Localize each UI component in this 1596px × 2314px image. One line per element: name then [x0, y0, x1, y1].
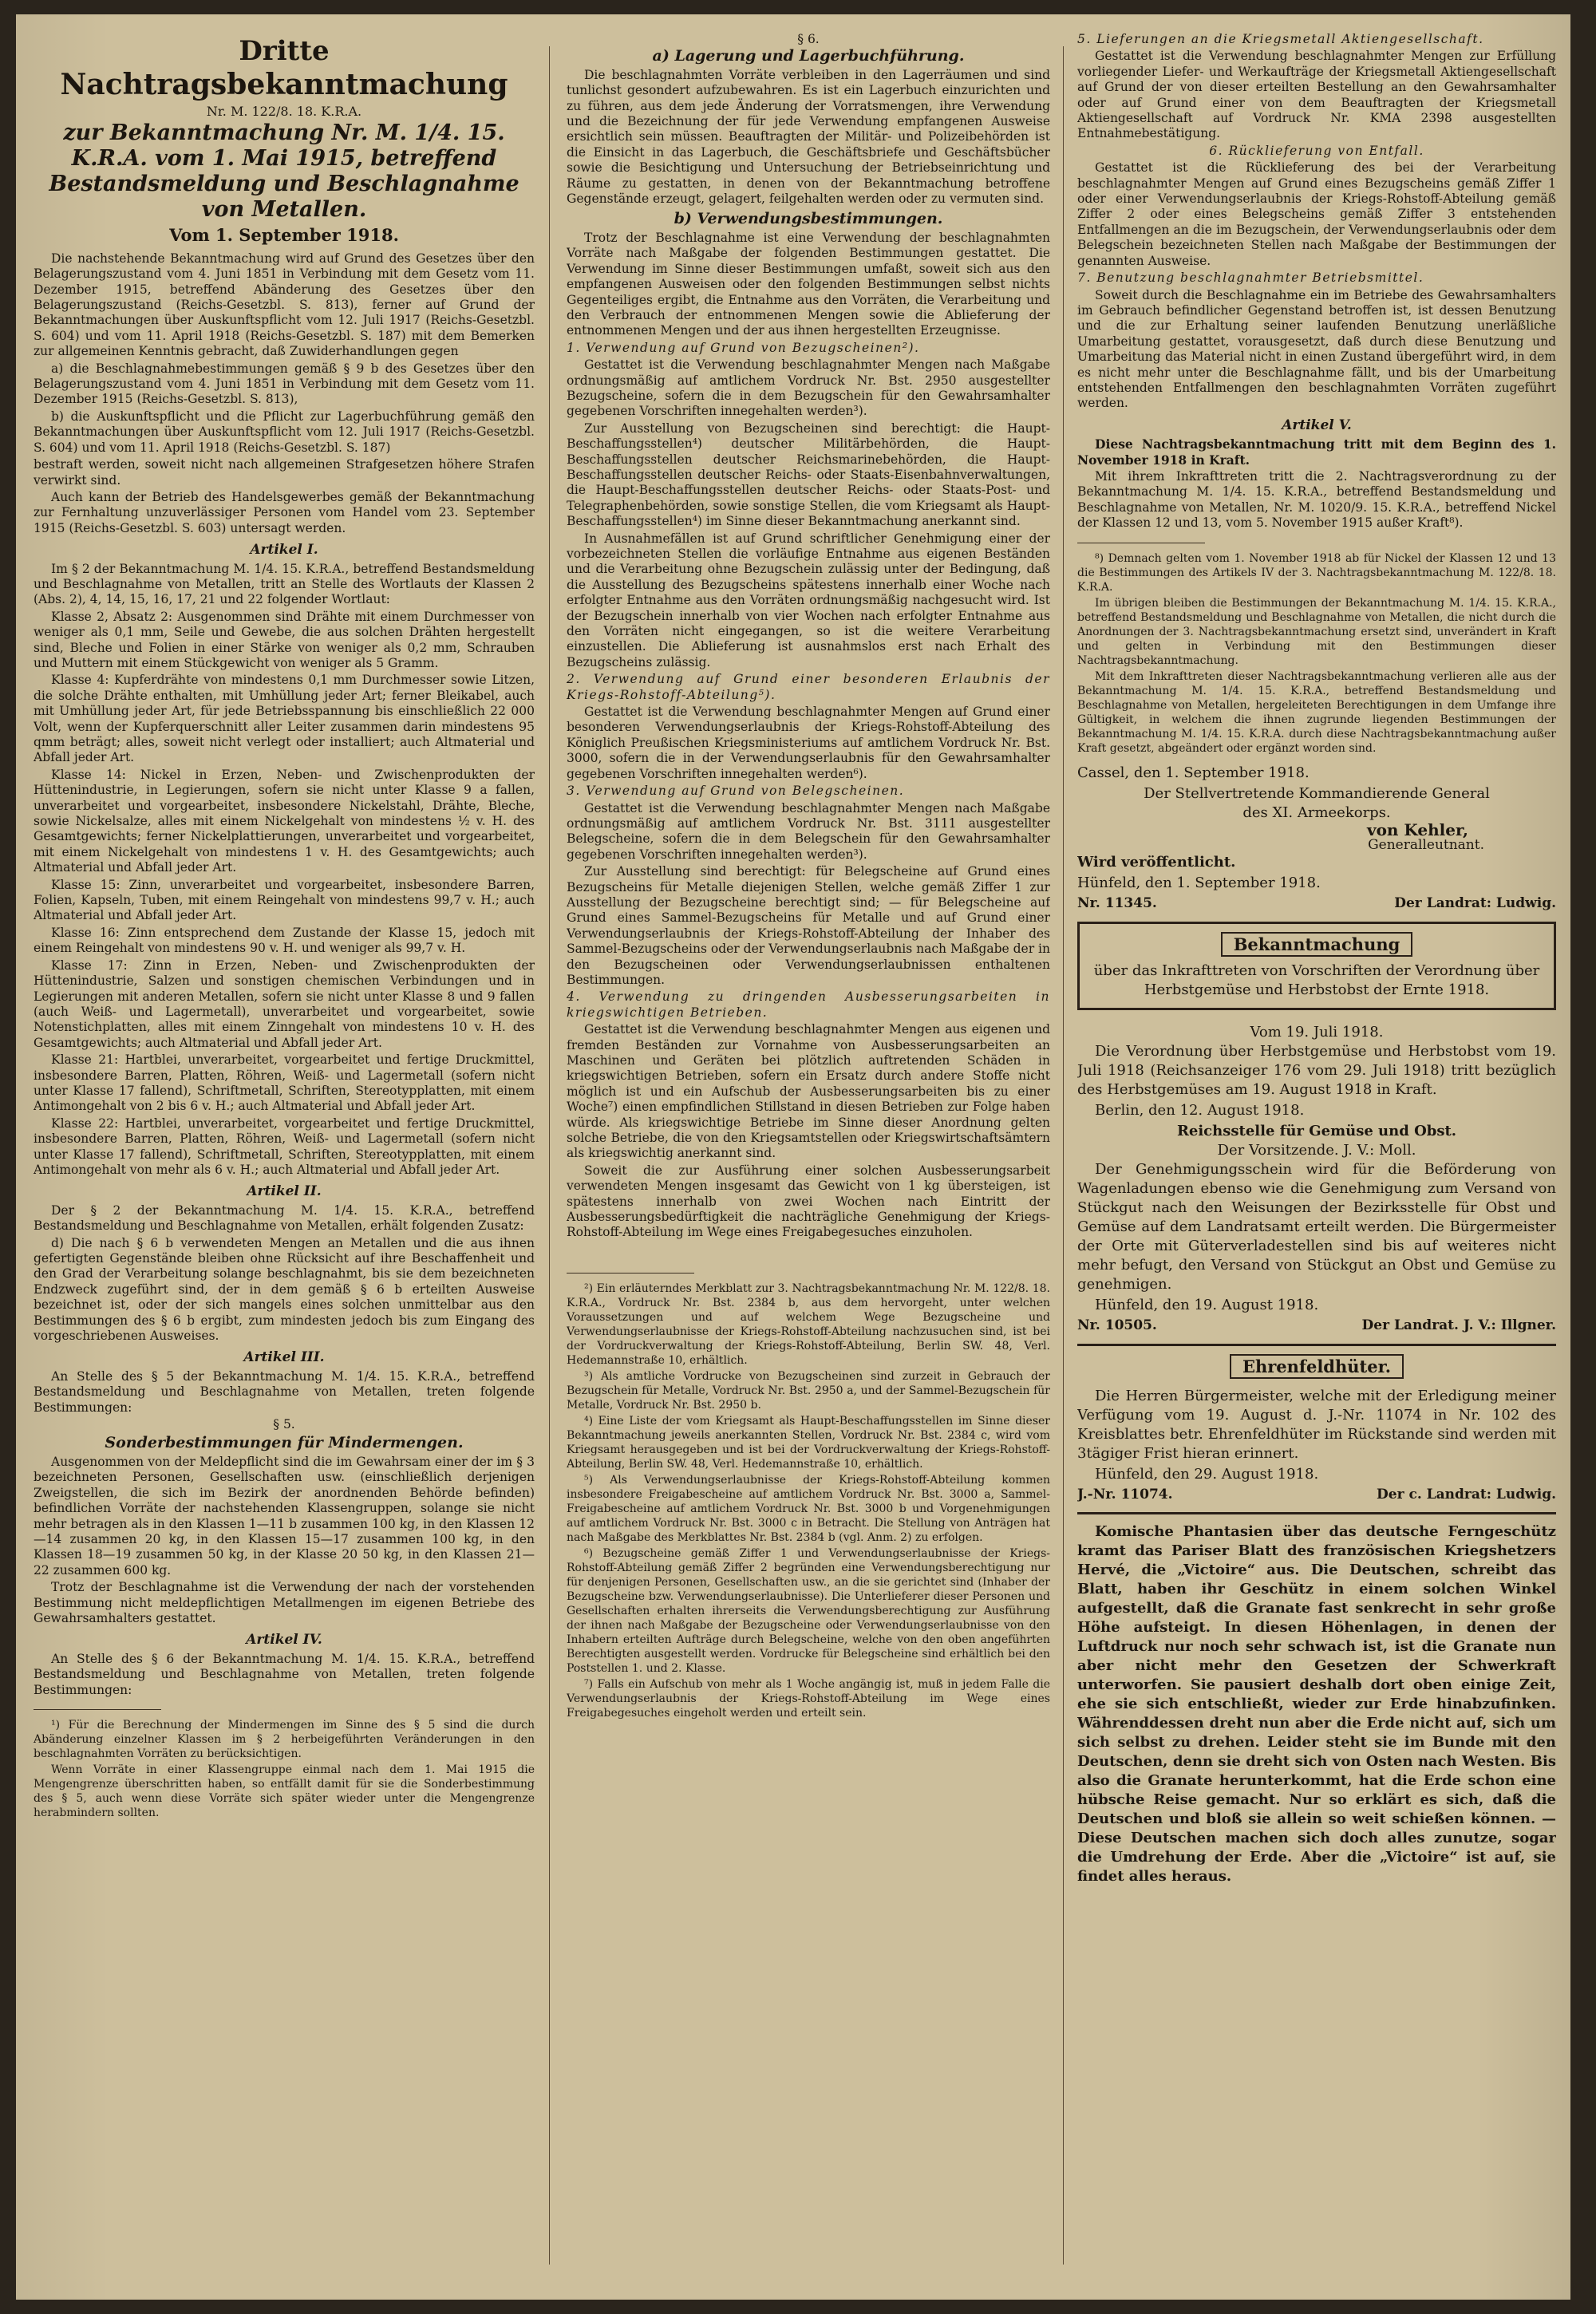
article-heading: Artikel V. — [1282, 417, 1352, 433]
article-heading: Artikel I. — [250, 542, 318, 559]
landrat-signature: Der Landrat: Ludwig. — [1394, 895, 1556, 912]
intro-paragraph: Die nachstehende Bekanntmachung wird auf Grund des Gesetzes über den Belagerungszustand vom 4. Juni 1851 in Verbindung mit dem Gesetz vom 11. Dezember 1915, betreffend Abänderung des Gesetzes über den Belagerungszustand (Reichs-Gesetzbl. S. 813), ferner auf Grund der Bekanntmachungen über Auskunftspflicht vom 12. Juli 1917 (Reichs-Gesetzbl. S. 604) und vom 11. April 1918 (Reichs-Gesetzbl. S. 187) mit dem Bemerken zur allgemeinen Kenntnis gebracht, daß Zuwiderhandlungen gegen — [34, 251, 535, 359]
signer-rank: Generalleutnant. — [1368, 837, 1484, 853]
section-text: Diese Nachtragsbekanntmachung tritt mit dem Beginn des 1. November 1918 in Kraft. — [1077, 436, 1556, 468]
article-text: Der § 2 der Bekanntmachung M. 1/4. 15. K.R.A., betreffend Bestandsmeldung und Beschlagnahme von Metallen, erhält folgenden Zusatz: — [34, 1202, 535, 1234]
section-text: Mit ihrem Inkrafttreten tritt die 2. Nachtragsverordnung zu der Bekanntmachung M. 1/4. 15. K.R.A., betreffend Bestandsmeldung und Beschlagnahme von Metallen, Nr. M. 1020/9. 15. K.R.A., betreffend Nickel der Klassen 12 und 13, vom 5. November 1915 außer Kraft⁸). — [1077, 468, 1556, 531]
decree-date: Vom 1. September 1918. — [169, 225, 399, 246]
decree-subtitle: zur Bekanntmachung Nr. M. 1/4. 15. K.R.A. vom 1. Mai 1915, betreffend Bestandsmeldung und Beschlagnahme von Metallen. — [49, 120, 519, 223]
article-text: An Stelle des § 6 der Bekanntmachung M. 1/4. 15. K.R.A., betreffend Bestandsmeldung und Beschlagnahme von Metallen, treten folgende Bestimmungen: — [34, 1651, 535, 1697]
article-text: Trotz der Beschlagnahme ist die Verwendung der nach der vorstehenden Bestimmung nicht meldepflichtigen Metallmengen im eigenen Betriebe des Gewahrsamhalters gestattet. — [34, 1580, 535, 1625]
section-text: Gestattet ist die Verwendung beschlagnahmter Mengen nach Maßgabe ordnungsmäßig auf amtlichem Vordruck Nr. Bst. 2950 ausgestellter Bezugscheine, sofern die in dem Bezugschein für den Gewahrsamhalter gegebenen Vorschriften innegehalten werden³). — [567, 357, 1050, 419]
article-heading: Artikel II. — [247, 1183, 322, 1200]
footnote: ⁶) Bezugscheine gemäß Ziffer 1 und Verwendungserlaubnisse der Kriegs-Rohstoff-Abteilung gemäß Ziffer 2 begründen eine Verwendungsberechtigung nur für denjenigen Personen, Gesellschaften usw., an die sie gerichtet sind (Inhaber der Bezugscheine bzw. Verwendungserlaubnisse). Die Unterlieferer dieser Personen und Gesellschaften erhalten ihrerseits die Verwendungsberechtigung zur Ausführung der ihnen nach Maßgabe der Bezugscheine oder Verwendungserlaubnisse von den Inhabern erteilten Aufträge durch Belegscheine, welche von den oben angeführten Berechtigten ausgestellt werden. Vordrucke für Belegscheine sind erhältlich bei den Poststellen 1. und 2. Klasse. — [567, 1546, 1050, 1675]
signer-name: von Kehler, — [1366, 819, 1468, 839]
place-date: Hünfeld, den 19. August 1918. — [1095, 1297, 1319, 1314]
section-text: Soweit durch die Beschlagnahme ein im Betriebe des Gewahrsamhalters im Gebrauch befindlicher Gegenstand betroffen ist, ist dessen Benutzung und die zur Erhaltung seiner laufenden Benutzung unerläßliche Umarbeitung gestattet, vorausgesetzt, daß durch diese Benutzung und Umarbeitung das Material nicht in einen Zustand übergeführt wird, in dem es nicht mehr unter die Beschlagnahme fällt, und bis der Umarbeitung entstehenden Entfallmengen den beschlagnahmten Vorräten zugeführt werden. — [1077, 287, 1556, 411]
footnote: Mit dem Inkrafttreten dieser Nachtragsbekanntmachung verlieren alle aus der Bekanntmachung M. 1/4. 15. K.R.A., betreffend Bestandsmeldung und Beschlagnahme von Metallen, hergeleiteten Berechtigungen in dem Umfange ihre Gültigkeit, in welchem die ihnen zugrunde liegenden Bestimmungen der Bekanntmachung M. 1/4. 15. K.R.A. durch diese Nachtragsbekanntmachung außer Kraft gesetzt, abgeändert oder ergänzt worden sind. — [1077, 669, 1556, 755]
place-date: Hünfeld, den 29. August 1918. — [1095, 1466, 1319, 1483]
section-text: In Ausnahmefällen ist auf Grund schriftlicher Genehmigung einer der vorbezeichneten Stellen die vorläufige Entnahme aus eigenen Beständen und die Verarbeitung ohne Bezugschein zulässig unter der Bedingung, daß die Ausstellung des Bezugscheins spätestens innerhalb einer Woche nach erfolgter Entnahme aus den Vorräten ordnungsmäßig nachgesucht wird. Ist der Bezugschein innerhalb von vier Wochen nach erfolgter Entnahme aus den Vorräten nicht eingegangen, so ist die weitere Verarbeitung einzustellen. Die Ablieferung ist ausnahmslos erst nach Erhalt des Bezugscheins zulässig. — [567, 531, 1050, 669]
signature-line — [1077, 896, 1556, 911]
landrat-signature: Der Landrat. J. V.: Illgner. — [1361, 1317, 1556, 1334]
notice-text: Der Genehmigungsschein wird für die Beförderung von Wagenladungen ebenso wie die Genehmigung zum Versand von Stückgut nach den Weisungen der Bezirksstelle für Obst und Gemüse auf dem Landratsamt erteilt werden. Die Bürgermeister der Orte mit Güterverladestellen sind bis auf weiteres nicht mehr befugt, den Versand von Stückgut an Obst und Gemüse zu genehmigen. — [1077, 1161, 1556, 1293]
list-item-b: b) die Auskunftspflicht und die Pflicht zur Lagerbuchführung gemäß den Bekanntmachungen über Auskunftspflicht vom 12. Juli 1917 (Reichs-Gesetzbl. S. 604) und vom 11. April 1918 (Reichs-Gesetzbl. S. 187) — [34, 409, 535, 455]
footnote: ⁴) Eine Liste der vom Kriegsamt als Haupt-Beschaffungsstellen im Sinne dieser Bekanntmachung jeweils anerkannten Stellen, Vordruck Nr. Bst. 2384 c, wird vom Kriegsamt herausgegeben und ist bei der Vordruckverwaltung der Kriegs-Rohstoff-Abteilung, Berlin SW. 48, Verl. Hedemannstraße 10, erhältlich. — [567, 1414, 1050, 1471]
subsection-heading: 5. Lieferungen an die Kriegsmetall Aktiengesellschaft. — [1077, 32, 1484, 46]
section-mark: § 5. — [273, 1417, 295, 1432]
subsection-heading: 7. Benutzung beschlagnahmter Betriebsmittel. — [1077, 270, 1424, 286]
class-paragraph: Klasse 21: Hartblei, unverarbeitet, vorgearbeitet und fertige Druckmittel, insbesondere Barren, Platten, Röhren, Weiß- und Lagermetall (sofern nicht unter Klasse 17 fallend), Schriftmetall, Schriften, Stereotypplatten, mit einem Antimongehalt von 2 bis 6 v. H.; auch Altmaterial und Abfall jeder Art. — [34, 1052, 535, 1114]
footnote: ⁷) Falls ein Aufschub von mehr als 1 Woche angängig ist, muß in jedem Falle die Verwendungserlaubnis der Kriegs-Rohstoff-Abteilung im Wege eines Freigabegesuches eingeholt werden und erteilt sein. — [567, 1677, 1050, 1720]
footnote-divider — [34, 1709, 161, 1710]
subsection-heading: 2. Verwendung auf Grund einer besonderen Erlaubnis der Kriegs-Rohstoff-Abteilung⁵). — [567, 672, 1050, 702]
signature-line — [1077, 1318, 1556, 1333]
place-date: Berlin, den 12. August 1918. — [1095, 1102, 1305, 1119]
section-text: Gestattet ist die Verwendung beschlagnahmter Mengen nach Maßgabe ordnungsmäßig auf amtlichem Vordruck Nr. Bst. 3111 ausgestellter Belegscheine, sofern die in dem Belegschein für den Gewahrsamhalter gegebenen Vorschriften innegehalten werden³). — [567, 800, 1050, 862]
reference-number: Nr. 10505. — [1077, 1317, 1157, 1334]
article-text: Ausgenommen von der Meldepflicht sind die im Gewahrsam einer der im § 3 bezeichneten Personen, Gesellschaften usw. (einschließlich derjenigen Zweigstellen, die sich im Bezirk der anordnenden Behörde befinden) befindlichen Vorräte der nachstehenden Klassengruppen, solange sie nicht mehr betragen als in den Klassen 1—11 b zusammen 100 kg, in den Klassen 12—14 zusammen 20 kg, in den Klassen 15—17 zusammen 100 kg, in den Klassen 18—19 zusammen 50 kg, in der Klasse 20 50 kg, in den Klassen 21—22 zusammen 600 kg. — [34, 1454, 535, 1578]
notice-subtitle: über das Inkrafttreten von Vorschriften der Verordnung über Herbstgemüse und Herbstobst der Ernte 1918. — [1093, 962, 1540, 999]
section-text: Gestattet ist die Verwendung beschlagnahmter Mengen zur Erfüllung vorliegender Liefer- und Werkaufträge der Kriegsmetall Aktiengesellschaft auf Grund der von dieser erteilten Bestellung an den Gewahrsamhalter oder auf Grund einer von dem Beauftragten der Kriegsmetall Aktiengesellschaft auf Vordruck Nr. KMA 2398 ausgestellten Entnahmebestätigung. — [1077, 49, 1556, 141]
section-mark: § 6. — [797, 32, 820, 46]
notice-text: Die Herren Bürgermeister, welche mit der Erledigung meiner Verfügung vom 19. August d. J.-Nr. 11074 in Nr. 102 des Kreisblattes betr. Ehrenfeldhüter im Rückstande sind werden mit 3tägiger Frist hieran erinnert. — [1077, 1388, 1556, 1463]
story-paragraph: Komische Phantasien über das deutsche Ferngeschütz kramt das Pariser Blatt des französischen Kriegshetzers Hervé, die „Victoire“ aus. Die Deutschen, schreibt das Blatt, haben ihr Geschütz in einem solchen Winkel aufgestellt, daß die Granate fast senkrecht in sehr große Höhe aufsteigt. In diesen Höhenlagen, in denen der Luftdruck nur noch sehr schwach ist, ist die Granate nun aber nicht mehr den Gesetzen der Schwerkraft unterworfen. Sie pausiert deshalb dort oben einige Zeit, ehe sie sich entschließt, wieder zur Erde hinabzufinken. Währenddessen dreht nun aber die Erde nicht auf, sich um sich selbst zu drehen. Leider steht sie im Bunde mit den Deutschen, denn sie dreht sich von Osten nach Westen. Bis also die Granate herunterkommt, hat die Erde schon eine hübsche Reise gemacht. Nur so erklärt es sich, daß die Deutschen und bloß sie allein so weit schießen können. — Diese Deutschen machen sich doch alles zunutze, sogar die Umdrehung der Erde. Aber die „Victoire“ ist auf, sie findet alles heraus. — [1077, 1523, 1556, 1886]
place-date: Hünfeld, den 1. September 1918. — [1077, 875, 1321, 892]
list-item-a: a) die Beschlagnahmebestimmungen gemäß § 9 b des Gesetzes über den Belagerungszustand vom 4. Juni 1851 in Verbindung mit dem Gesetz vom 11. Dezember 1915 (Reichs-Gesetzbl. S. 813), — [34, 361, 535, 407]
class-paragraph: Klasse 16: Zinn entsprechend dem Zustande der Klasse 15, jedoch mit einem Reingehalt von mindestens 90 v. H. und weniger als 99,7 v. H. — [34, 925, 535, 956]
notice-date: Vom 19. Juli 1918. — [1250, 1024, 1384, 1041]
article-text: d) Die nach § 6 b verwendeten Mengen an Metallen und die aus ihnen gefertigten Gegenstände bleiben ohne Rücksicht auf ihre Beschaffenheit und den Grad der Verarbeitung solange beschlagnahmt, bis sie dem bezeichneten Endzweck zugeführt sind, der in dem gemäß § 6 b erteilten Ausweise bezeichnet ist, oder der sich mangels eines solchen unmittelbar aus den Bestimmungen des § 6 b ergibt, zum mindesten jedoch bis zum Eingang des vorgeschriebenen Ausweises. — [34, 1235, 535, 1344]
section-text: Soweit die zur Ausführung einer solchen Ausbesserungsarbeit verwendeten Mengen insgesamt das Gewicht von 1 kg übersteigen, ist spätestens innerhalb von zwei Wochen nach Eintritt der Ausbesserungsbedürftigkeit die nachträgliche Genehmigung der Kriegs-Rohstoff-Abteilung im Wege eines Freigabegesuches einzuholen. — [567, 1163, 1050, 1240]
section-text: Trotz der Beschlagnahme ist eine Verwendung der beschlagnahmten Vorräte nach Maßgabe der folgenden Bestimmungen gestattet. Die Verwendung im Sinne dieser Bestimmungen umfaßt, soweit sich aus den empfangenen Ausweisen oder den folgenden Bestimmungen selbst nichts Gegenteiliges ergibt, die Entnahme aus den Vorräten, die Verarbeitung und den Verbrauch der entnommenen Mengen sowie die Ablieferung der entnommenen Mengen und der aus ihnen hergestellten Erzeugnisse. — [567, 230, 1050, 338]
signature-line — [1077, 1487, 1556, 1503]
section-text: Gestattet ist die Verwendung beschlagnahmter Mengen auf Grund einer besonderen Verwendungserlaubnis der Kriegs-Rohstoff-Abteilung des Königlich Preußischen Kriegsministeriums auf amtlichem Vordruck Nr. Bst. 3000, sofern die in der Verwendungserlaubnis für den Gewahrsamhalter gegebenen Vorschriften innegehalten werden⁶). — [567, 705, 1050, 781]
column-2 — [567, 32, 1050, 2274]
footnote: ¹) Für die Berechnung der Mindermengen im Sinne des § 5 sind die durch Abänderung einzelner Klassen im § 2 herbeigeführten Veränderungen in den beschlagnahmten Vorräten zu berücksichtigen. — [34, 1718, 535, 1760]
section-heading: b) Verwendungsbestimmungen. — [674, 210, 943, 228]
notice-title: Bekanntmachung — [1221, 932, 1413, 957]
section-text: Gestattet ist die Rücklieferung des bei der Verarbeitung beschlagnahmter Mengen auf Grund eines Bezugscheins gemäß Ziffer 1 oder einer Verwendungserlaubnis der Kriegs-Rohstoff-Abteilung gemäß Ziffer 2 oder eines Belegscheins gemäß Ziffer 3 entstehenden Entfallmengen an die im Bezugschein, der Verwendungserlaubnis oder dem Belegschein bezeichneten Stellen nach Maßgabe der Bestimmungen der genannten Ausweise. — [1077, 160, 1556, 268]
notice-box — [1077, 922, 1556, 1010]
notice-text: Die Verordnung über Herbstgemüse und Herbstobst vom 19. Juli 1918 (Reichsanzeiger 176 vom 29. Juli 1918) tritt bezüglich des Herbstgemüses am 19. August 1918 in Kraft. — [1077, 1043, 1556, 1099]
class-paragraph: Klasse 4: Kupferdrähte von mindestens 0,1 mm Durchmesser sowie Litzen, die solche Drähte enthalten, mit Umhüllung jeder Art; ferner Bleikabel, auch mit Umhüllung jeder Art, für jede Betriebsspannung bis einschließlich 22 000 Volt, wenn der Kupferquerschnitt aller Leiter zusammen darin mindestens 95 qmm beträgt; alles, soweit nicht verlegt oder installiert; auch Altmaterial und Abfall jeder Art. — [34, 673, 535, 765]
section-divider — [1077, 1512, 1556, 1514]
article-heading: Artikel IV. — [246, 1632, 322, 1649]
signer-line: Der Vorsitzende. J. V.: Moll. — [1217, 1142, 1416, 1159]
class-paragraph: Klasse 22: Hartblei, unverarbeitet, vorgearbeitet und fertige Druckmittel, insbesondere Barren, Platten, Röhren, Weiß- und Lagermetall (sofern nicht unter Klasse 17 fallend), Schriftmetall, Schriften, Stereotypplatten, mit einem Antimongehalt von mehr als 6 v. H.; auch Altmaterial und Abfall jeder Art. — [34, 1116, 535, 1177]
subsection-heading: 1. Verwendung auf Grund von Bezugscheinen²). — [567, 340, 920, 355]
footnote: Im übrigen bleiben die Bestimmungen der Bekanntmachung M. 1/4. 15. K.R.A., betreffend Bestandsmeldung und Beschlagnahme von Metallen, die nicht durch die Anordnungen der 3. Nachtragsbekanntmachung ersetzt sind, unverändert in Kraft und gelten in Verbindung mit den Bestimmungen dieser Nachtragsbekanntmachung. — [1077, 596, 1556, 667]
footnote: Wenn Vorräte in einer Klassengruppe einmal nach dem 1. Mai 1915 die Mengengrenze überschritten haben, so entfällt damit für sie die Sonderbestimmung des § 5, auch wenn diese Vorräte sich später wieder unter die Mengengrenze herabmindern sollten. — [34, 1763, 535, 1819]
column-rule — [1063, 46, 1064, 2265]
article-text: Im § 2 der Bekanntmachung M. 1/4. 15. K.R.A., betreffend Bestandsmeldung und Beschlagnahme von Metallen, tritt an Stelle des Wortlauts der Klassen 2 (Abs. 2), 4, 14, 15, 16, 17, 21 und 22 folgender Wortlaut: — [34, 561, 535, 607]
reference-number: J.-Nr. 11074. — [1077, 1487, 1173, 1503]
column-1 — [34, 32, 535, 2274]
organization: Reichsstelle für Gemüse und Obst. — [1176, 1123, 1457, 1140]
footnote: ⁸) Demnach gelten vom 1. November 1918 ab für Nickel der Klassen 12 und 13 die Bestimmungen des Artikels IV der 3. Nachtragsbekanntmachung M. 122/8. 18. K.R.A. — [1077, 551, 1556, 594]
landrat-signature: Der c. Landrat: Ludwig. — [1377, 1487, 1556, 1503]
decree-number: Nr. M. 122/8. 18. K.R.A. — [206, 104, 362, 119]
section-heading: Sonderbestimmungen für Mindermengen. — [105, 1434, 464, 1452]
authority-line: des XI. Armeekorps. — [1242, 804, 1391, 821]
section-text: Zur Ausstellung von Bezugscheinen sind berechtigt: die Haupt-Beschaffungsstellen⁴) deutscher Militärbehörden, die Haupt-Beschaffungsstellen deutscher Reichsmarinebehörden, die Haupt-Beschaffungsstellen deutscher Reichs- oder Staats-Eisenbahnverwaltungen, die Haupt-Beschaffungsstellen deutscher Reichs- oder Staats-Post- und Telegraphenbehörden, sowie sonstige Stellen, die vom Kriegsamt als Haupt-Beschaffungsstellen⁴) im Sinne dieser Bekanntmachung anerkannt sind. — [567, 421, 1050, 529]
class-paragraph: Klasse 17: Zinn in Erzen, Neben- und Zwischenprodukten der Hüttenindustrie, Salzen und sonstigen chemischen Verbindungen und in Legierungen mit anderen Metallen, sofern sie nicht unter Klasse 8 und 9 fallen (auch Weiß- und Lagermetall), unverarbeitet und vorgearbeitet, sowie Notenstichplatten, alles mit einem Zinngehalt von mindestens 10 v. H. des Gesamtgewichts; auch Altmaterial und Abfall jeder Art. — [34, 958, 535, 1050]
article-text: An Stelle des § 5 der Bekanntmachung M. 1/4. 15. K.R.A., betreffend Bestandsmeldung und Beschlagnahme von Metallen, treten folgende Bestimmungen: — [34, 1368, 535, 1415]
intro-paragraph-2: Auch kann der Betrieb des Handelsgewerbes gemäß der Bekanntmachung zur Fernhaltung unzuverlässiger Personen vom Handel vom 23. September 1915 (Reichs-Gesetzbl. S. 603) untersagt werden. — [34, 489, 535, 535]
section-text: Zur Ausstellung sind berechtigt: für Belegscheine auf Grund eines Bezugscheins für Metalle diejenigen Stellen, welche gemäß Ziffer 1 zur Ausstellung der Bezugscheine berechtigt sind; — für Belegscheine auf Grund eines Sammel-Bezugscheins für Metalle und auf Grund einer Verwendungserlaubnis der Kriegs-Rohstoff-Abteilung der Inhaber des Sammel-Bezugscheins oder der Verwendungserlaubnis nach Maßgabe der in den Bezugscheinen oder Verwendungserlaubnissen enthaltenen Bestimmungen. — [567, 864, 1050, 987]
reference-number: Nr. 11345. — [1077, 895, 1157, 912]
section-divider — [1077, 1344, 1556, 1346]
authority-line: Der Stellvertretende Kommandierende General — [1144, 784, 1490, 802]
column-3 — [1077, 32, 1556, 2274]
notice-title: Ehrenfeldhüter. — [1230, 1354, 1404, 1379]
class-paragraph: Klasse 15: Zinn, unverarbeitet und vorgearbeitet, insbesondere Barren, Folien, Kapseln, Tuben, mit einem Reingehalt von mindestens 99,7 v. H.; auch Altmaterial und Abfall jeder Art. — [34, 877, 535, 923]
published-note: Wird veröffentlicht. — [1077, 854, 1236, 871]
penalty-paragraph: bestraft werden, soweit nicht nach allgemeinen Strafgesetzen höhere Strafen verwirkt sind. — [34, 457, 535, 488]
column-rule — [549, 46, 550, 2265]
section-text: Die beschlagnahmten Vorräte verbleiben in den Lagerräumen und sind tunlichst gesondert aufzubewahren. Es ist ein Lagerbuch einzurichten und zu führen, aus dem jede Änderung der Vorratsmengen, ihre Verwendung und die Bezeichnung der für jede Verwendung empfangenen Ausweise ersichtlich sein müssen. Beauftragten der Militär- und Polizeibehörden ist die Einsicht in das Lagerbuch, die Geschäftsbriefe und Geschäftsbücher sowie die Besichtigung und Untersuchung der Betriebseinrichtung und Räume zu gestatten, in denen von der Bekanntmachung betroffene Gegenstände erzeugt, gelagert, feilgehalten werden oder zu vermuten sind. — [567, 67, 1050, 207]
title-line-2: Nachtragsbekanntmachung — [60, 68, 508, 101]
newspaper-page — [16, 14, 1570, 2300]
footnote: ³) Als amtliche Vordrucke von Bezugscheinen sind zurzeit in Gebrauch der Bezugschein für Metalle, Vordruck Nr. Bst. 2950 a, und der Sammel-Bezugschein für Metalle, Vordruck Nr. Bst. 2950 b. — [567, 1369, 1050, 1412]
place-date: Cassel, den 1. September 1918. — [1077, 764, 1310, 781]
title-line-1: Dritte — [239, 35, 330, 67]
section-text: Gestattet ist die Verwendung beschlagnahmter Mengen aus eigenen und fremden Beständen zur Vornahme von Ausbesserungsarbeiten an Maschinen und Geräten bei plötzlich auftretenden Schäden in kriegswichtigen Betrieben, sofern ein Ersatz durch andere Stoffe nicht möglich ist und ein Aufschub der Ausbesserungsarbeiten bis zu einer Woche⁷) einen empfindlichen Stillstand in diesen Betrieben zur Folge haben würde. Als kriegswichtige Betriebe im Sinne dieser Anordnung gelten solche Betriebe, die von den Kriegsamtstellen oder Kriegswirtschaftsämtern als kriegswichtig anerkannt sind. — [567, 1022, 1050, 1161]
footnote: ⁵) Als Verwendungserlaubnisse der Kriegs-Rohstoff-Abteilung kommen insbesondere Freigabescheine auf amtlichem Vordruck Nr. Bst. 3000 a, Sammel-Freigabescheine auf amtlichem Vordruck Nr. Bst. 3000 b und Vorgenehmigungen auf amtlichem Vordruck Nr. Bst. 3000 c in Betracht. Die Stellung von Anträgen hat nach Maßgabe des Merkblattes Nr. Bst. 2384 b (vgl. Anm. 2) zu erfolgen. — [567, 1473, 1050, 1544]
article-heading: Artikel III. — [243, 1349, 325, 1366]
class-paragraph: Klasse 14: Nickel in Erzen, Neben- und Zwischenprodukten der Hüttenindustrie, in Legierungen, sofern sie nicht unter Klasse 9 a fallen, unverarbeitet und vorgearbeitet, insbesondere Nickelstahl, Drähte, Bleche, sowie Nickelsalze, alles mit einem Nickelgehalt von mindestens ½ v. H. des Gesamtgewichts; ferner Nickelplattierungen, unverarbeitet und vorgearbeitet, mit einem Nickelgehalt von mindestens 1 v. H. des Gesamtgewichts; auch Altmaterial und Abfall jeder Art. — [34, 767, 535, 875]
section-heading: a) Lagerung und Lagerbuchführung. — [652, 47, 965, 65]
class-paragraph: Klasse 2, Absatz 2: Ausgenommen sind Drähte mit einem Durchmesser von weniger als 0,1 mm, Seile und Gewebe, die aus solchen Drähten hergestellt sind, Bleche und Folien in einer Stärke von weniger als 0,2 mm, Schrauben und Muttern mit einem Stückgewicht von weniger als 5 Gramm. — [34, 609, 535, 670]
footnote: ²) Ein erläuterndes Merkblatt zur 3. Nachtragsbekanntmachung Nr. M. 122/8. 18. K.R.A., Vordruck Nr. Bst. 2384 b, aus dem hervorgeht, unter welchen Voraussetzungen und auf welchem Wege Bezugscheine und Verwendungserlaubnisse der Kriegs-Rohstoff-Abteilung nachzusuchen sind, ist bei der Vordruckverwaltung der Kriegs-Rohstoff-Abteilung, Berlin SW. 48, Verl. Hedemannstraße 10, erhältlich. — [567, 1281, 1050, 1367]
subsection-heading: 3. Verwendung auf Grund von Belegscheinen. — [567, 784, 905, 799]
subsection-heading: 4. Verwendung zu dringenden Ausbesserungsarbeiten in kriegswichtigen Betrieben. — [567, 989, 1050, 1020]
subsection-heading: 6. Rücklieferung von Entfall. — [1209, 143, 1424, 158]
